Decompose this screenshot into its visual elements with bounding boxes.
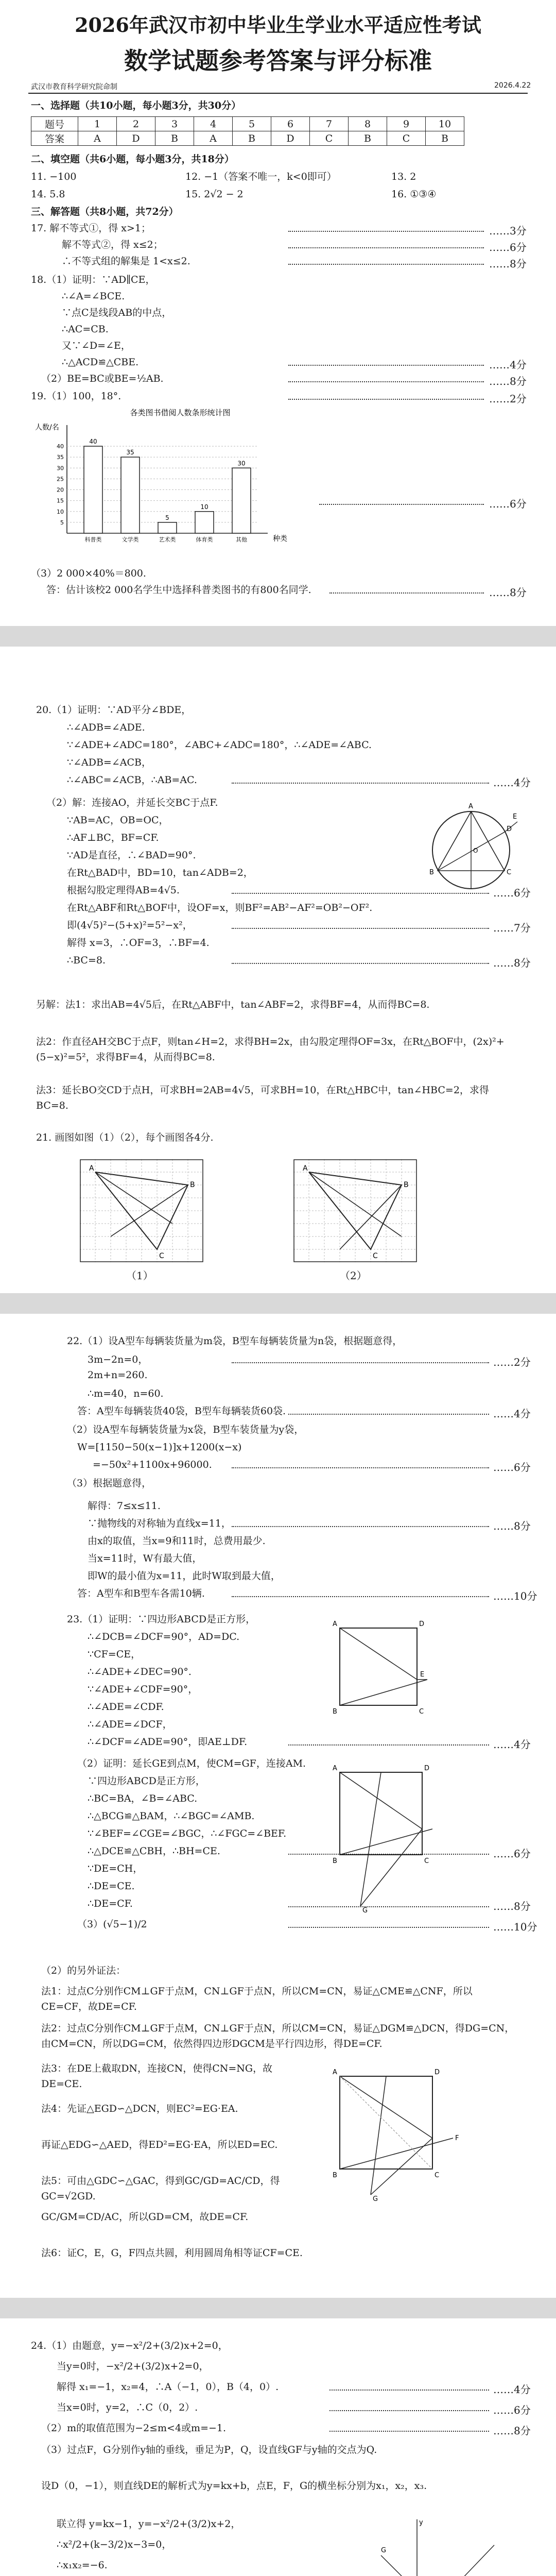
q23-step: ∴BC=BA，∠B=∠ABC. [88,1793,198,1804]
q23-step: ∴∠ADE=∠DCF， [88,1719,172,1730]
q21-heading: 21. 画图如图（1）（2），每个画图各4分. [36,1132,214,1143]
choice-answer-table [31,116,464,146]
row-label-answer: 答案 [31,131,78,146]
chart-xlabel: 种类 [273,535,287,543]
q18-step: ∴△ACD≌△CBE. [62,357,139,368]
q23-step: （3）(√5−1)/2 [77,1919,147,1930]
q24-step: 联立得 y=kx−1，y=−x²/2+(3/2)x+2， [57,2518,241,2530]
q17-score: ……8分 [489,258,527,270]
q23-score: ……8分 [493,1900,531,1912]
q22-score: ……6分 [493,1461,531,1473]
q22-step: ∴m=40，n=60. [88,1388,164,1399]
q20-step: ∵AD是直径，∴∠BAD=90°. [67,850,196,861]
answer-12: 12. −1（答案不唯一，k<0即可） [185,171,337,182]
dot-leader [288,1744,489,1745]
q18-step: 又∵∠D=∠E， [62,340,131,351]
svg-text:C: C [159,1252,164,1260]
choice-answer: B [426,131,464,146]
page-separator [0,1293,556,1314]
q19-conclusion: 答：估计该校2 000名学生中选择科普类图书的有800名同学. [46,584,311,596]
chart-y-tick-label: 25 [57,476,64,483]
q23-step: ∴DE=CF. [88,1898,133,1909]
q23-step: ∴∠ADE=∠CDF. [88,1701,164,1713]
svg-text:D: D [419,1620,425,1628]
dot-leader [319,504,484,505]
q23-alt-method: GC/GM=CD/AC，所以GD=CM，故DE=CF. [41,2211,249,2223]
chart-y-tick-label: 20 [57,486,64,494]
dot-leader [232,1526,489,1527]
q20-step: ∵AB=AC，OB=OC， [67,815,169,826]
q22-step: 22.（1）设A型车每辆装货量为m袋，B型车每辆装货量为n袋，根据题意得， [67,1335,403,1347]
svg-text:O: O [473,847,478,854]
q21-caption-2: （2） [340,1269,367,1282]
choice-answer: C [387,131,426,146]
svg-text:A: A [468,803,473,810]
svg-text:B: B [429,869,434,876]
svg-text:y: y [419,2519,423,2527]
choice-answer: C [310,131,349,146]
question-number: 9 [387,117,426,131]
question-number: 1 [78,117,117,131]
q23-score: ……6分 [493,1848,531,1860]
q23-step: ∴△BCG≌△BAM，∴∠BGC=∠AMB. [88,1810,255,1822]
chart-y-tick-label: 40 [57,443,64,450]
q23-step: ∵∠BEF=∠CGE=∠BGC，∴∠FGC=∠BEF. [88,1828,287,1839]
q22-step: ∵抛物线的对称轴为直线x=11， [88,1518,231,1529]
q17-step: ∴不等式组的解集是 1<x≤2. [62,256,190,267]
choice-answer: B [349,131,387,146]
svg-text:G: G [373,2195,378,2203]
choice-answer: B [155,131,194,146]
q23-step: ∴△DCE≌△CBH，∴BH=CE. [88,1845,220,1857]
svg-text:B: B [333,1857,337,1865]
q20-step: ∴∠ADB=∠ADE. [67,722,145,733]
section1-heading: 一、选择题（共10小题，每小题3分，共30分） [31,100,241,111]
svg-text:A: A [89,1164,94,1173]
q20-score: ……6分 [493,887,531,899]
chart-x-tick-label: 其他 [236,536,247,543]
row-label-number: 题号 [31,117,78,131]
q20-alt-method-2: 法2：作直径AH交BC于点F，则tan∠H=2，求得BH=2x，由勾股定理得OF=3x，在Rt△BOF中，(2x)²+(5−x)²=5²，求得BF=4，从而得BC=8. [36,1036,505,1063]
q20-step: ∴∠ABC=∠ACB，∴AB=AC. [67,774,197,786]
page-separator [0,2298,556,2318]
q23-step: ∴∠DCB=∠DCF=90°，AD=DC. [88,1631,240,1642]
question-number: 8 [349,117,387,131]
chart-data-label: 5 [165,514,169,521]
chart-title: 各类图书借阅人数条形统计图 [130,408,231,417]
page-separator [0,626,556,647]
chart-y-tick-label: 10 [57,508,64,515]
q23-score: ……10分 [493,1921,537,1933]
svg-text:B: B [333,1708,337,1716]
q22-score: ……8分 [493,1520,531,1532]
q24-score: ……4分 [493,2383,531,2396]
q17-score: ……3分 [489,225,527,237]
q20-step: 在Rt△BAD中，BD=10，tan∠ADB=2， [67,867,253,878]
choice-answer: D [271,131,310,146]
chart-data-label: 30 [237,460,246,467]
q24-score: ……6分 [493,2404,531,2416]
q17-score: ……6分 [489,241,527,253]
q22-step: 由x的取值，当x=9和11时，总费用最少. [88,1535,266,1547]
q23-score: ……4分 [493,1738,531,1751]
choice-answer: A [194,131,233,146]
choice-answer: B [233,131,271,146]
q19-score: ……6分 [489,498,527,510]
q22-step: 解得：7≤x≤11. [88,1500,161,1512]
q19-part3: （3）2 000×40%＝800. [31,568,146,579]
dot-leader [288,399,484,400]
answer-15: 15. 2√2 − 2 [185,189,244,200]
q20-circle-figure [422,801,520,899]
q23-alt-method: 法6：证C，E，G，F四点共圆，利用圆周角相等证CF=CE. [41,2247,303,2259]
q18-step: ∵点C是线段AB的中点， [62,307,172,318]
svg-text:C: C [507,869,512,876]
q22-step: 即W的最小值为x=11，此时W取到最大值， [88,1570,281,1582]
q20-step: 即(4√5)²−(5+x)²=5²−x²， [67,920,193,931]
q17-step: 17. 解不等式①，得 x>1； [31,223,151,234]
question-number: 3 [155,117,194,131]
chart-bar [121,457,140,533]
q24-step: （3）过点F，G分别作y轴的垂线，垂足为P，Q，设直线GF与y轴的交点为Q. [41,2444,377,2455]
q20-step: 20.（1）证明：∵AD平分∠BDE， [36,704,192,716]
choice-answer: A [78,131,117,146]
q22-step: （3）根据题意得， [67,1478,152,1489]
dot-leader [288,1414,489,1415]
q22-step: 2m+n=260. [88,1369,148,1381]
q18-score: ……4分 [489,359,527,371]
choice-answer: D [117,131,155,146]
q24-step: 24.（1）由题意，y=−x²/2+(3/2)x+2=0， [31,2340,228,2351]
dot-leader [288,381,484,382]
svg-text:E: E [513,813,517,821]
q18-step: ∴AC=CB. [62,324,109,335]
dot-leader [288,231,484,232]
q22-step: 3m−2n=0， [88,1354,148,1365]
book-borrowing-bar-chart [31,407,299,562]
q23-alt-method: 法3：在DE上截取DN，连接CN，使得CN=NG，故DE=CE. [41,2063,273,2090]
question-number: 10 [426,117,464,131]
q18-score: ……8分 [489,375,527,387]
svg-text:C: C [435,2172,440,2179]
dot-leader [288,365,484,366]
answer-key-title: 数学试题参考答案与评分标准 [124,47,432,75]
q22-step: 答：A型车和B型车各需10辆. [77,1588,205,1599]
q18-step: 18.（1）证明：∵AD∥CE， [31,274,155,285]
dot-leader [329,2389,489,2391]
dot-leader [288,1927,489,1928]
dot-leader [232,928,489,929]
q19-score: ……8分 [489,586,527,599]
svg-text:E: E [420,1671,425,1679]
dot-leader [288,264,484,265]
q23-alt-method: 再证△EDG∽△AED，得ED²=EG·EA，所以ED=EC. [41,2139,278,2150]
chart-bar [195,512,214,533]
q23-step: 23.（1）证明：∵四边形ABCD是正方形， [67,1614,256,1625]
q22-score: ……2分 [493,1356,531,1368]
q20-step: ∵∠ADE+∠ADC=180°，∠ABC+∠ADC=180°，∴∠ADE=∠ABC. [67,739,372,751]
q24-step: 设D（0，−1），则直线DE的解析式为y=kx+b，点E，F，G的横坐标分别为x₁，x₂，x₃. [41,2480,427,2492]
q20-score: ……8分 [493,957,531,969]
q24-parabola-figure [360,2514,510,2576]
chart-y-tick-label: 30 [57,465,64,472]
q22-step: =−50x²+1100x+96000. [93,1459,212,1470]
q24-step: 当y=0时，−x²/2+(3/2)x+2=0， [57,2361,209,2372]
svg-text:B: B [190,1181,195,1189]
chart-data-label: 35 [126,449,134,456]
institution-label: 武汉市教育科学研究院命制 [31,83,117,91]
question-number: 2 [117,117,155,131]
chart-y-tick-label: 15 [57,497,64,504]
q23-step: ∵CF=CE， [88,1649,141,1660]
q23-alt-method: 法2：过点C分别作CM⊥GF于点M，CN⊥GF于点N，所以CM=CN，易证△DGM≌△DCN，得DG=CN，由CM=CN，所以DG=CM，依然得四边形DGCM是平行四边形，得DE=CF. [41,2023,515,2049]
svg-text:A: A [303,1164,308,1173]
q24-step: 解得 x₁=−1，x₂=4，∴A（−1，0），B（4，0）. [57,2381,279,2393]
q23-step: ∵四边形ABCD是正方形， [88,1775,205,1787]
q20-step: ∵∠ADB=∠ACB， [67,757,151,768]
q20-alt-method-1: 另解：法1：求出AB=4√5后，在Rt△ABF中，tan∠ABF=2，求得BF=4，从而得BC=8. [36,999,430,1010]
svg-text:G: G [362,1907,368,1914]
q20-alt-method-3: 法3：延长BO交CD于点H，可求BH=2AB=4√5，可求BH=10，在Rt△HBC中，tan∠HBC=2，求得BC=8. [36,1084,489,1111]
q17-step: 解不等式②，得 x≤2； [62,239,163,250]
svg-text:B: B [404,1181,409,1189]
q24-step: （2）m的取值范围为−2≤m<4或m=−1. [41,2422,227,2434]
q23-step: ∴DE=CE. [88,1880,135,1892]
svg-text:A: A [333,2069,337,2076]
q23-alt-method: 法5：可由△GDC∽△GAC，得到GC/GD=AC/CD，得GC=√2GD. [41,2175,280,2202]
svg-text:C: C [419,1708,424,1716]
chart-x-tick-label: 艺术类 [159,536,176,543]
q23-step: ∴∠DCF=∠ADE=90°，即AE⊥DF. [88,1736,248,1748]
answer-page-3 [0,1314,556,2298]
q20-score: ……4分 [493,776,531,789]
question-number: 4 [194,117,233,131]
chart-x-tick-label: 科普类 [84,536,102,543]
q21-grid-figure-1 [80,1159,203,1262]
dot-leader [232,1362,489,1363]
q24-step: 当x=0时，y=2，∴C（0，2）. [57,2402,198,2413]
answer-page-1 [0,0,556,626]
dot-leader [232,783,489,784]
chart-data-label: 10 [200,503,208,511]
svg-text:D: D [507,825,512,833]
svg-text:A: A [333,1765,337,1772]
chart-x-tick-label: 文学类 [121,536,139,543]
chart-bar [232,468,251,533]
question-number: 6 [271,117,310,131]
q18-step: ∴∠A=∠BCE. [62,291,125,302]
q23-alt-method: 法4：先证△EGD∽△DCN，则EC²=EG·EA. [41,2103,238,2114]
q21-caption-1: （1） [126,1269,153,1282]
dot-leader [329,2410,489,2411]
svg-text:D: D [435,2069,440,2076]
q23-square-figure-2 [329,1762,443,1917]
svg-text:C: C [424,1857,429,1865]
q23-alt-method: 法1：过点C分别作CM⊥GF于点M，CN⊥GF于点N，所以CM=CN，易证△CME≌△CNF，所以CE=CF，故DE=CF. [41,1986,473,2012]
answer-14: 14. 5.8 [31,189,65,200]
q20-score: ……7分 [493,922,531,934]
chart-bar [84,446,102,533]
q20-step: （2）解：连接AO，并延长交BC于点F. [46,797,218,808]
q24-step: ∴x₁x₂=−6. [57,2560,108,2571]
q23-step: ∴∠ADE+∠DEC=90°. [88,1666,192,1677]
header-rule [28,93,528,94]
answer-11: 11. −100 [31,171,77,182]
q23-square-figure-1 [329,1618,432,1721]
dot-leader [232,1467,489,1468]
q20-step: 根据勾股定理得AB=4√5. [67,885,180,896]
q21-grid-figure-2 [293,1159,417,1262]
q23-alt-heading: （2）的另外证法： [41,1965,126,1976]
question-number: 7 [310,117,349,131]
chart-ylabel: 人数/名 [35,423,59,432]
dot-leader [329,2431,489,2432]
q22-step: （2）设A型车每辆装货量为x袋，B型车装货量为y袋， [67,1424,304,1435]
answer-13: 13. 2 [391,171,416,182]
q22-step: W=[1150−50(x−1)]x+1200(x−x) [77,1442,242,1453]
question-number: 5 [233,117,271,131]
q20-step: 在Rt△ABF和Rt△BOF中，设OF=x，则BF²=AB²−AF²=OB²−OF². [67,902,373,913]
exam-title: 2026年武汉市初中毕业生学业水平适应性考试 [75,13,481,37]
answer-page-4 [0,2318,556,2576]
q20-step: 解得 x=3，∴OF=3，∴BF=4. [67,937,210,948]
svg-text:D: D [424,1765,430,1772]
chart-bar [158,522,177,533]
q24-score: ……8分 [493,2425,531,2437]
q19-part1: 19.（1）100，18°. [31,391,121,402]
q24-step: ∴x²/2+(k−3/2)x−3=0， [57,2539,172,2550]
answer-page-2 [0,647,556,1293]
answer-16: 16. ①③④ [391,189,437,200]
q20-step: ∴AF⊥BC，BF=CF. [67,832,159,843]
section2-heading: 二、填空题（共6小题，每小题3分，共18分） [31,154,234,165]
dot-leader [232,1596,489,1597]
q23-alt-figure [329,2066,463,2205]
q22-step: 答：A型车每辆装货40袋，B型车每辆装货60袋. [77,1405,286,1417]
dot-leader [329,592,484,594]
q19-score: ……2分 [489,393,527,405]
svg-text:B: B [333,2172,337,2179]
q23-step: ∵∠ADE+∠CDF=90°， [88,1684,198,1695]
chart-y-tick-label: 35 [57,454,64,461]
q22-score: ……4分 [493,1408,531,1420]
svg-text:G: G [381,2547,387,2554]
q23-step: （2）证明：延长GE到点M，使CM=GF，连接AM. [77,1758,306,1769]
q20-step: ∴BC=8. [67,955,106,966]
dot-leader [288,247,484,248]
section3-heading: 三、解答题（共8小题，共72分） [31,206,179,217]
svg-text:C: C [373,1252,378,1260]
q22-score: ……10分 [493,1590,537,1602]
chart-x-tick-label: 体育类 [196,536,213,543]
q23-step: ∵DE=CH， [88,1863,143,1874]
svg-text:A: A [333,1620,337,1628]
svg-text:F: F [455,2134,459,2142]
q18-step: （2）BE=BC或BE=½AB. [41,373,164,384]
chart-data-label: 40 [89,438,97,446]
q22-step: 当x=11时，W有最大值， [88,1553,202,1564]
chart-y-tick-label: 5 [60,519,64,526]
dot-leader [232,963,489,964]
date-label: 2026.4.22 [494,81,531,90]
